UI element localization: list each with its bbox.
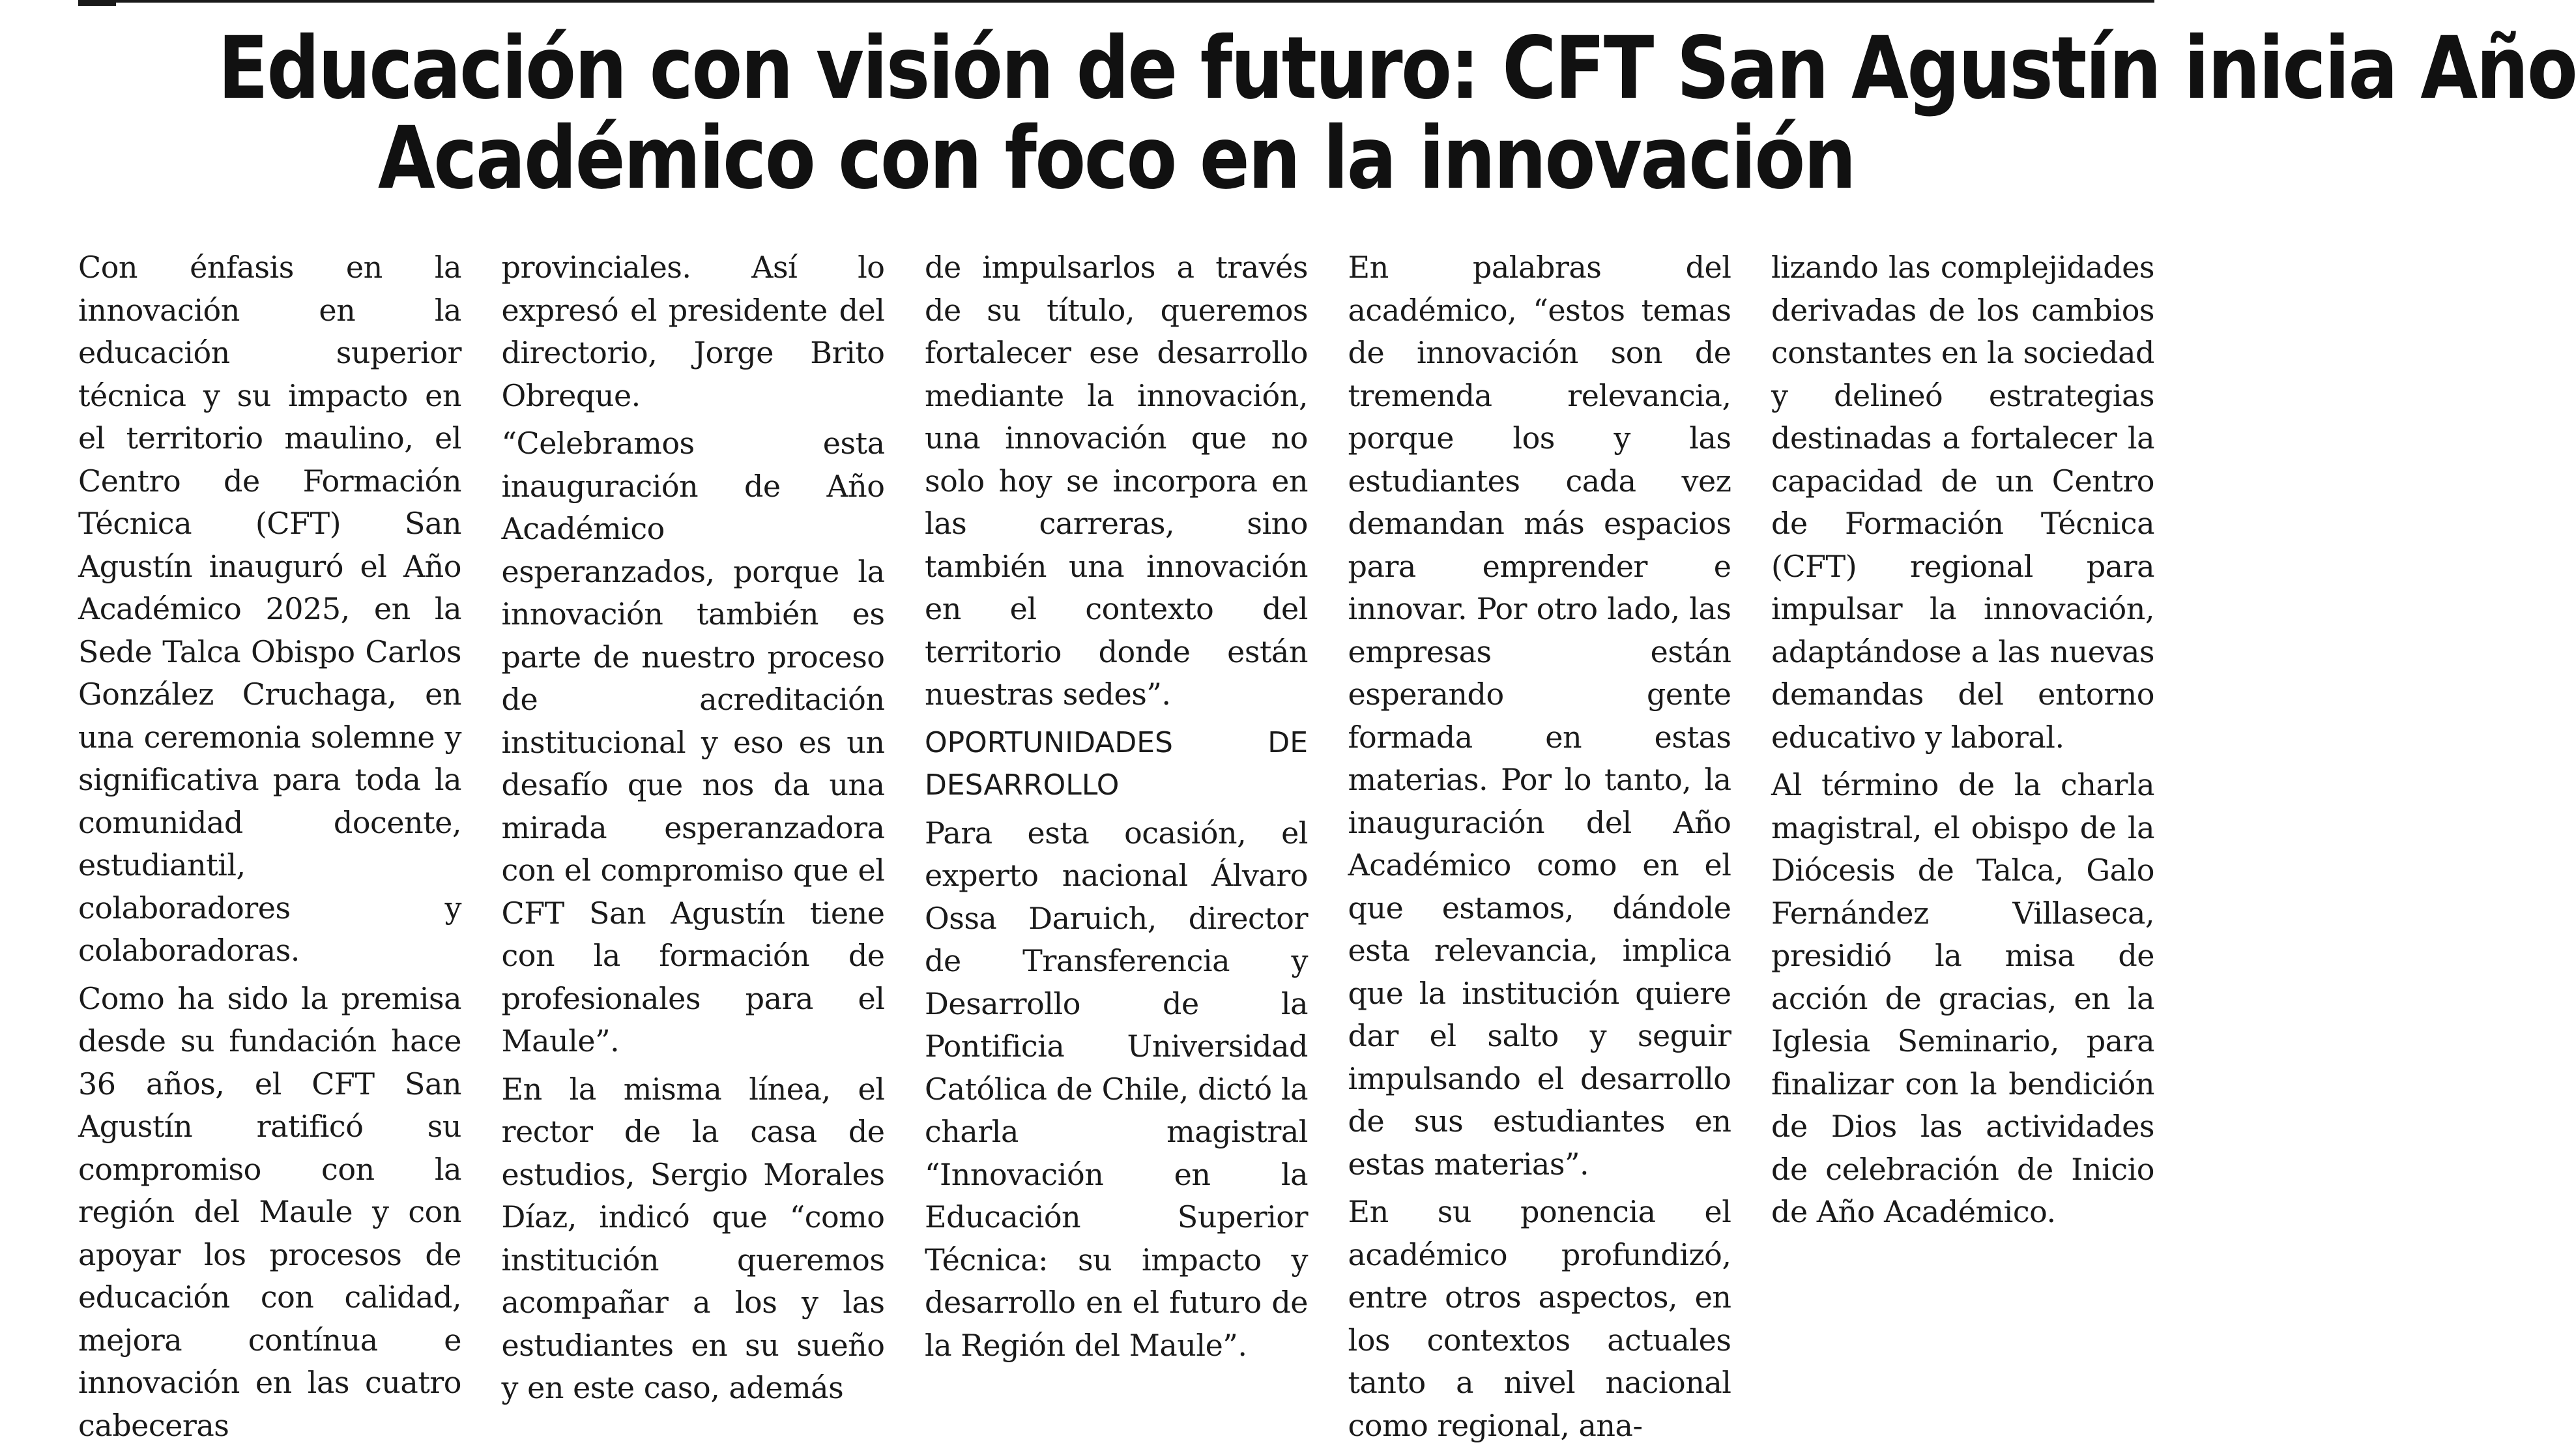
section-subheading: OPORTUNIDADES DE DESARROLLO — [925, 722, 1308, 807]
top-rule — [78, 0, 2154, 3]
paragraph: lizando las complejidades derivadas de los cambios constantes en la sociedad y delineó estrategias destinadas a fortalecer la capacidad de un Centro de Formación Técnica (CFT) regional para impulsar la innovación, adaptándose a las nuevas demandas del entorno educativo y laboral. — [1771, 246, 2154, 759]
column-5 — [1771, 246, 2154, 1237]
headline-line-2: Académico con foco en la innovación — [218, 113, 2014, 203]
paragraph: Como ha sido la premisa desde su fundación hace 36 años, el CFT San Agustín ratificó su compromiso con la región del Maule y con apoyar los procesos de educación con calidad, mejora contínua e innovación en las cuatro cabeceras — [78, 978, 461, 1447]
paragraph: de impulsarlos a través de su título, queremos fortalecer ese desarrollo mediante la innovación, una innovación que no solo hoy se incorpora en las carreras, sino también una innovación en el contexto del territorio donde están nuestras sedes”. — [925, 246, 1308, 716]
column-1 — [78, 246, 461, 1237]
paragraph: provinciales. Así lo expresó el presidente del directorio, Jorge Brito Obreque. — [502, 246, 885, 417]
top-rule-tab — [78, 0, 116, 6]
headline-line-1: Educación con visión de futuro: CFT San Agustín inicia Año — [218, 23, 2014, 113]
column-2 — [502, 246, 885, 1237]
column-4 — [1348, 246, 1731, 1237]
paragraph: “Celebramos esta inauguración de Año Académico esperanzados, porque la innovación también es parte de nuestro proceso de acreditación institucional y eso es un desafío que nos da una mirada esperanzadora con el compromiso que el CFT San Agustín tiene con la formación de profesionales para el Maule”. — [502, 422, 885, 1063]
column-3 — [925, 246, 1308, 1237]
paragraph: En la misma línea, el rector de la casa de estudios, Sergio Morales Díaz, indicó que “como institución queremos acompañar a los y las estudiantes en su sueño y en este caso, además — [502, 1068, 885, 1410]
article-body — [78, 246, 2154, 1237]
paragraph: En palabras del académico, “estos temas de innovación son de tremenda relevancia, porque los y las estudiantes cada vez demandan más espacios para emprender e innovar. Por otro lado, las empresas están esperando gente formada en estas materias. Por lo tanto, la inauguración del Año Académico como en el que estamos, dándole esta relevancia, implica que la institución quiere dar el salto y seguir impulsando el desarrollo de sus estudiantes en estas materias”. — [1348, 246, 1731, 1186]
paragraph: Para esta ocasión, el experto nacional Álvaro Ossa Daruich, director de Transferencia y Desarrollo de la Pontificia Universidad Católica de Chile, dictó la charla magistral “Innovación en la Educación Superior Técnica: su impacto y desarrollo en el futuro de la Región del Maule”. — [925, 812, 1308, 1367]
paragraph: Al término de la charla magistral, el obispo de la Diócesis de Talca, Galo Fernández Villaseca, presidió la misa de acción de gracias, en la Iglesia Seminario, para finalizar con la bendición de Dios las actividades de celebración de Inicio de Año Académico. — [1771, 764, 2154, 1234]
paragraph: Con énfasis en la innovación en la educación superior técnica y su impacto en el territorio maulino, el Centro de Formación Técnica (CFT) San Agustín inauguró el Año Académico 2025, en la Sede Talca Obispo Carlos González Cruchaga, en una ceremonia solemne y significativa para toda la comunidad docente, estudiantil, colaboradores y colaboradoras. — [78, 246, 461, 972]
article-headline — [218, 23, 2014, 203]
paragraph: En su ponencia el académico profundizó, entre otros aspectos, en los contextos actuales tanto a nivel nacional como regional, ana- — [1348, 1191, 1731, 1447]
